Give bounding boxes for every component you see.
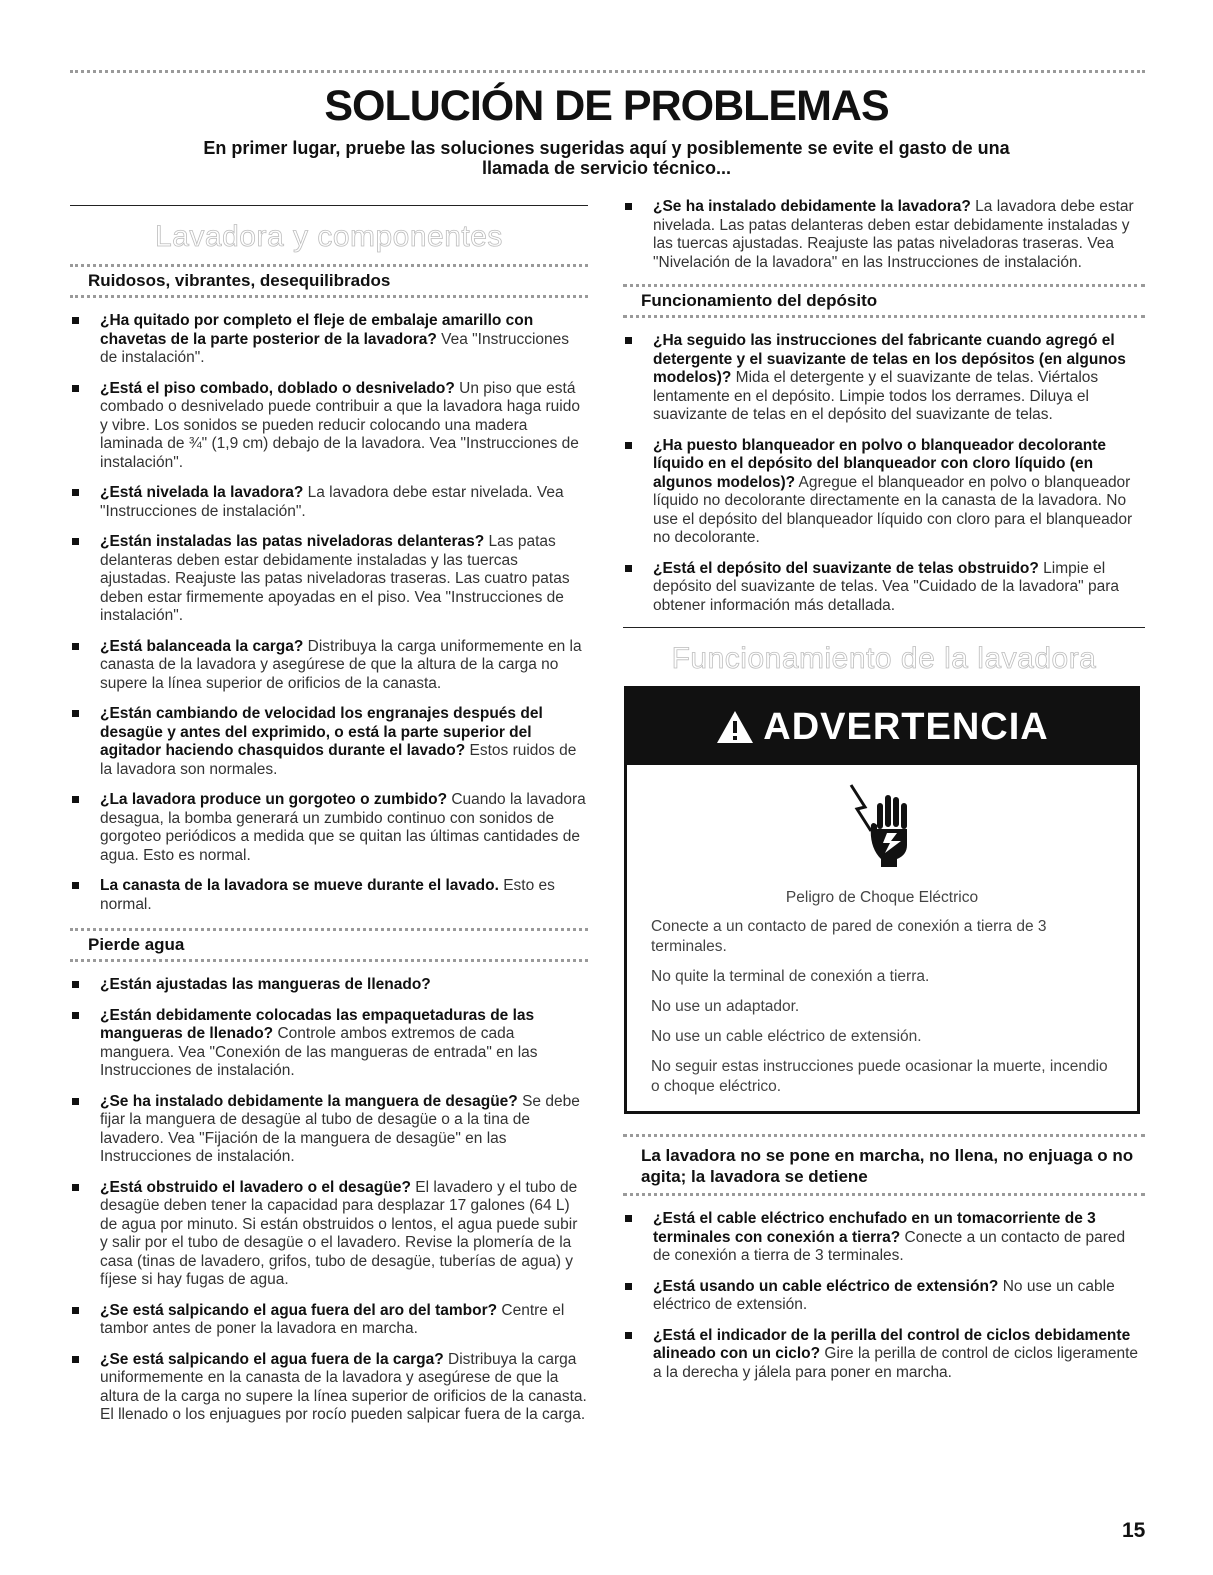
subsection-not-run [623, 1134, 1145, 1382]
list-item [623, 198, 1145, 272]
item-answer: Se debe fijar la manguera de desagüe al tubo de desagüe o a la tina de lavadero. Vea "Fijación de la manguera de desagüe" en las Instrucciones de instalación. [100, 1092, 580, 1165]
bullet-icon [625, 203, 632, 210]
dotted-rule [623, 315, 1145, 318]
list-item [70, 791, 588, 865]
left-column [70, 205, 588, 1437]
electric-shock-hand-icon [847, 781, 917, 871]
section-title-washer-operation: Funcionamiento de la lavadora [671, 642, 1097, 675]
item-list [70, 976, 588, 1425]
list-item [70, 380, 588, 473]
dotted-rule [623, 1193, 1145, 1196]
bullet-icon [625, 565, 632, 572]
item-question: ¿Están cambiando de velocidad los engranajes después del desagüe y antes del exprimido, o está la parte superior del agitador haciendo chasquidos durante el lavado? [100, 705, 543, 759]
item-question: ¿Está usando un cable eléctrico de extensión? [653, 1277, 999, 1295]
list-item [70, 484, 588, 521]
item-answer: Distribuya la carga uniformemente en la canasta de la lavadora y asegúrese de que la altura de la carga no supere la línea superior de orificios de la canasta. [100, 637, 582, 692]
subsection-dispenser [623, 284, 1145, 615]
bullet-icon [625, 1215, 632, 1222]
item-question: ¿Está nivelada la lavadora? [100, 484, 304, 501]
item-answer: Centre el tambor antes de poner la lavadora en marcha. [100, 1301, 565, 1337]
item-list [623, 198, 1145, 272]
item-list [623, 332, 1145, 615]
item-answer: Mida el detergente y el suavizante de telas. Viértalos lentamente en el depósito. Limpie todos los derrames. Diluya el suavizante de telas en el depósito del suavizante de telas. [653, 369, 1099, 423]
warning-body [627, 765, 1137, 1111]
warning-line: No seguir estas instrucciones puede ocasionar la muerte, incendio o choque eléctrico. [651, 1058, 1108, 1095]
item-answer: Vea "Instrucciones de instalación". [100, 330, 570, 366]
list-item [70, 1351, 588, 1425]
item-list [70, 312, 588, 914]
subsection-title: Ruidosos, vibrantes, desequilibrados [88, 271, 391, 290]
item-answer: No use un cable eléctrico de extensión. [653, 1277, 1115, 1313]
list-item [70, 877, 588, 914]
bullet-icon [625, 337, 632, 344]
item-answer: Estos ruidos de la lavadora son normales. [100, 742, 577, 778]
warning-title: Peligro de Choque Eléctrico [785, 889, 979, 906]
bullet-icon [72, 1184, 79, 1191]
item-answer: La lavadora debe estar nivelada. Las patas delanteras deben estar debidamente instaladas y las tuercas ajustadas. Reajuste las patas niveladoras traseras. Vea "Nivelación de la lavadora" en las Instrucciones de instalación. [653, 198, 1134, 271]
item-answer: Un piso que está combado o desnivelado puede contribuir a que la lavadora haga ruido y vibre. Los sonidos se pueden reducir colocando una madera laminada de ¾" (1,9 cm) debajo de la lavadora. Vea "Instrucciones de instalación". [100, 379, 580, 471]
item-question: ¿Está el piso combado, doblado o desnivelado? [100, 379, 455, 397]
bullet-icon [72, 882, 79, 889]
section-rule [70, 205, 588, 206]
warning-line: Conecte a un contacto de pared de conexión a tierra de 3 terminales. [651, 918, 1047, 955]
page-number: 15 [1122, 1519, 1146, 1542]
item-question: ¿Está balanceada la carga? [100, 637, 304, 655]
item-list [623, 1210, 1145, 1382]
item-answer: Gire la perilla de control de ciclos ligeramente a la derecha y jálela para poner en marcha. [653, 1345, 1138, 1381]
item-answer: Distribuya la carga uniformemente en la canasta de la lavadora y asegúrese de que la altura de la carga no supere la línea superior de orificios de la canasta. El llenado o los enjuagues por rocío pueden salpicar fuera de la carga. [100, 1350, 587, 1423]
warning-header [627, 689, 1137, 765]
bullet-icon [72, 489, 79, 496]
bullet-icon [72, 385, 79, 392]
list-item [623, 1210, 1145, 1266]
bullet-icon [625, 442, 632, 449]
list-item [70, 533, 588, 626]
subsection-leak [70, 928, 588, 1425]
item-question: ¿Ha puesto blanqueador en polvo o blanqueador decolorante líquido en el depósito del blanqueador con cloro líquido (en algunos modelos)? [653, 436, 1106, 491]
subsection-noisy [70, 264, 588, 914]
item-question: ¿Está obstruido el lavadero o el desagüe? [100, 1178, 411, 1196]
page-title: SOLUCIÓN DE PROBLEMAS [324, 82, 889, 130]
intro-line-1: En primer lugar, pruebe las soluciones sugeridas aquí y posiblemente se evite el gasto de una [203, 138, 1010, 158]
bullet-icon [72, 317, 79, 324]
item-answer: Limpie el depósito del suavizante de telas. Vea "Cuidado de la lavadora" para obtener información más detallada. [653, 559, 1119, 614]
right-column [623, 198, 1145, 1394]
item-answer: Las patas delanteras deben estar debidamente instaladas y las tuercas ajustadas. Reajuste las patas niveladoras traseras. Las cuatro patas deben estar firmemente apoyadas en el piso. Vea "Instrucciones de instalación". [100, 533, 570, 624]
item-question: ¿Están instaladas las patas niveladoras delanteras? [100, 533, 485, 550]
warning-header-label: ADVERTENCIA [763, 705, 1049, 748]
bullet-icon [72, 1012, 79, 1019]
list-item [70, 1007, 588, 1081]
item-question: La canasta de la lavadora se mueve durante el lavado. [100, 877, 499, 894]
list-item [70, 638, 588, 694]
warning-box [624, 686, 1140, 1114]
intro-line-2: llamada de servicio técnico... [481, 158, 732, 178]
subsection-title: Funcionamiento del depósito [641, 291, 878, 310]
warning-triangle-icon [715, 709, 755, 745]
item-question: ¿La lavadora produce un gorgoteo o zumbido? [100, 791, 448, 808]
list-item [70, 976, 588, 995]
section-rule [623, 627, 1145, 628]
bullet-icon [625, 1283, 632, 1290]
item-question: ¿Ha seguido las instrucciones del fabricante cuando agregó el detergente y el suavizante de telas en los depósitos (en algunos modelos)? [653, 332, 1126, 386]
section-title-washer-components: Lavadora y componentes [155, 220, 503, 253]
warning-lines [651, 917, 1113, 1097]
bullet-icon [72, 1307, 79, 1314]
bullet-icon [72, 643, 79, 650]
warning-line: No use un adaptador. [651, 998, 800, 1015]
list-item [70, 1302, 588, 1339]
intro-text [150, 138, 1063, 178]
item-question: ¿Está el cable eléctrico enchufado en un tomacorriente de 3 terminales con conexión a tierra? [653, 1210, 1096, 1246]
bullet-icon [72, 1098, 79, 1105]
item-question: ¿Se ha instalado debidamente la manguera de desagüe? [100, 1092, 518, 1110]
dotted-rule [70, 959, 588, 962]
list-item [623, 332, 1145, 425]
warning-line: No use un cable eléctrico de extensión. [651, 1028, 922, 1045]
item-question: ¿Se está salpicando el agua fuera del aro del tambor? [100, 1301, 498, 1319]
dotted-rule [70, 295, 588, 298]
item-question: ¿Ha quitado por completo el fleje de embalaje amarillo con chavetas de la parte posterior de la lavadora? [100, 312, 534, 348]
item-answer: Conecte a un contacto de pared de conexión a tierra de 3 terminales. [653, 1228, 1126, 1264]
item-answer: Agregue el blanqueador en polvo o blanqueador líquido no decolorante directamente en la canasta de la lavadora. No use el depósito del blanqueador líquido con cloro para el blanqueador no decolorante. [653, 473, 1133, 546]
subsection-title: Pierde agua [88, 935, 185, 954]
bullet-icon [72, 710, 79, 717]
list-item [623, 437, 1145, 548]
item-question: ¿Están debidamente colocadas las empaquetaduras de las mangueras de llenado? [100, 1006, 535, 1042]
list-item [70, 1179, 588, 1290]
item-answer: Esto es normal. [100, 877, 555, 913]
bullet-icon [72, 981, 79, 988]
bullet-icon [72, 796, 79, 803]
bullet-icon [72, 538, 79, 545]
item-question: ¿Está el depósito del suavizante de telas obstruido? [653, 559, 1039, 577]
subsection-title: La lavadora no se pone en marcha, no llena, no enjuaga o no agita; la lavadora se detiene [641, 1146, 1134, 1186]
item-answer: El lavadero y el tubo de desagüe deben tener la capacidad para desplazar 17 galones (64 L) de agua por minuto. Si están obstruidos o lentos, el agua puede subir y salir por el tubo de desagüe o el lavadero. Revise la plomería de la casa (tinas de lavadero, grifos, tubo de desagüe, tuberías de agua) y fíjese si hay fugas de agua. [100, 1178, 578, 1288]
warning-line: No quite la terminal de conexión a tierra. [651, 968, 930, 985]
top-dotted-rule [70, 70, 1145, 73]
list-item [623, 1278, 1145, 1315]
item-answer: Controle ambos extremos de cada manguera. Vea "Conexión de las mangueras de entrada" en las Instrucciones de instalación. [100, 1025, 538, 1079]
list-item [623, 560, 1145, 616]
item-question: ¿Se ha instalado debidamente la lavadora? [653, 198, 971, 215]
item-question: ¿Está el indicador de la perilla del control de ciclos debidamente alineado con un ciclo? [653, 1326, 1131, 1362]
item-question: ¿Están ajustadas las mangueras de llenado? [100, 976, 431, 993]
warning-pictogram [651, 781, 1113, 871]
list-item [70, 705, 588, 779]
item-question: ¿Se está salpicando el agua fuera de la carga? [100, 1350, 444, 1368]
bullet-icon [72, 1356, 79, 1363]
item-answer: Cuando la lavadora desagua, la bomba generará un zumbido continuo con sonidos de gorgoteo periódicos a medida que se quitan las últimas cantidades de agua. Esto es normal. [100, 791, 586, 864]
list-item [623, 1327, 1145, 1383]
item-answer: La lavadora debe estar nivelada. Vea "Instrucciones de instalación". [100, 484, 564, 520]
list-item [70, 1093, 588, 1167]
list-item [70, 312, 588, 368]
bullet-icon [625, 1332, 632, 1339]
